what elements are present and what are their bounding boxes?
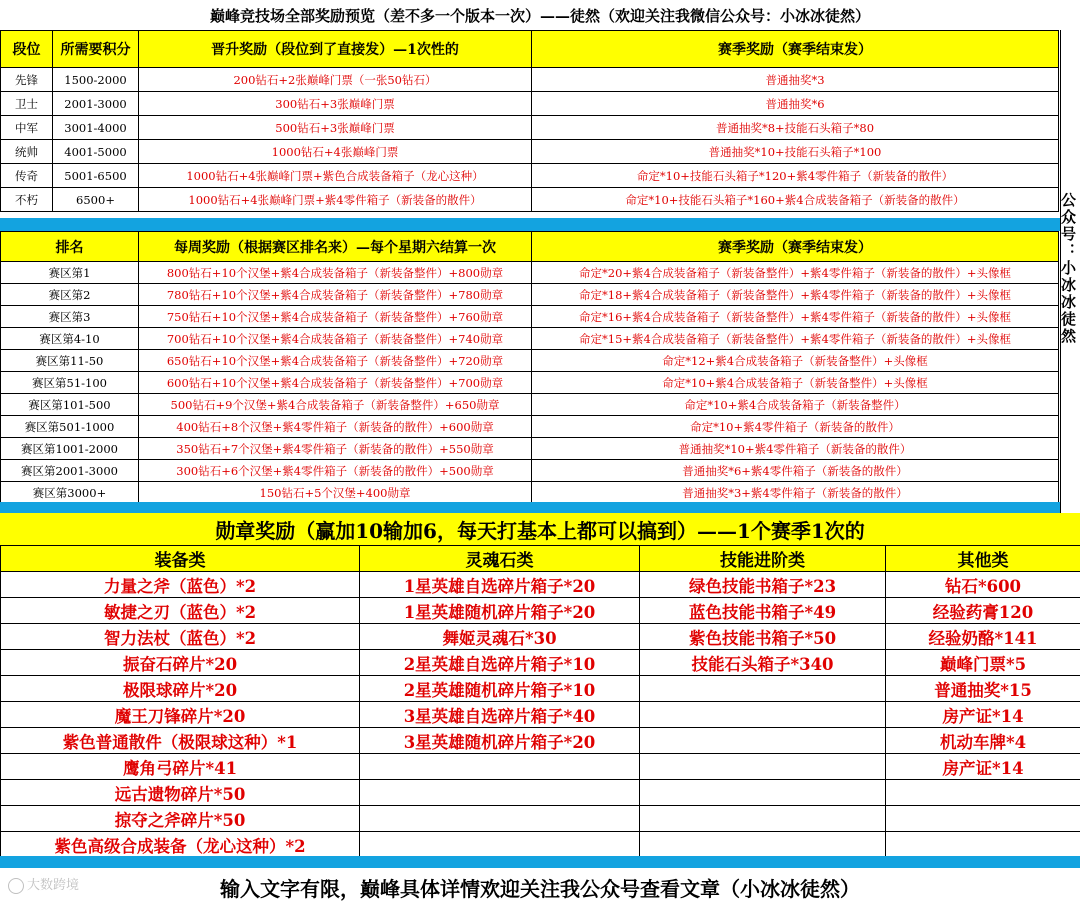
medal-rewards-table [0,545,1080,858]
table-cell: 赛区第101-500 [1,394,139,416]
table-cell: 2星英雄随机碎片箱子*10 [360,676,640,702]
column-header: 每周奖励（根据赛区排名来）—每个星期六结算一次 [139,232,532,262]
table-cell [360,754,640,780]
table-cell: 1000钻石+4张巅峰门票+紫4零件箱子（新装备的散件） [139,188,532,212]
page-title: 巅峰竞技场全部奖励预览（差不多一个版本一次）——徒然（欢迎关注我微信公众号：小冰冰徒然） [0,0,1080,30]
table-cell: 巅峰门票*5 [886,650,1080,676]
table-cell [640,676,886,702]
table-cell: 赛区第11-50 [1,350,139,372]
table-cell: 6500+ [53,188,139,212]
table-cell: 鹰角弓碎片*41 [1,754,360,780]
table-cell: 敏捷之刃（蓝色）*2 [1,598,360,624]
table-cell: 普通抽奖*3 [532,68,1059,92]
medal-table-header [1,546,1080,572]
table-cell: 700钻石+10个汉堡+紫4合成装备箱子（新装备整件）+740勋章 [139,328,532,350]
table-row [1,188,1059,212]
table-cell: 2星英雄自选碎片箱子*10 [360,650,640,676]
column-header: 晋升奖励（段位到了直接发）—1次性的 [139,31,532,68]
table-cell [640,754,886,780]
table-cell: 命定*15+紫4合成装备箱子（新装备整件）+紫4零件箱子（新装备的散件）+头像框 [532,328,1059,350]
table-cell: 命定*10+紫4合成装备箱子（新装备整件）+头像框 [532,372,1059,394]
column-header: 技能进阶类 [640,546,886,572]
watermark-logo-icon [8,878,24,894]
footer-text: 输入文字有限，巅峰具体详情欢迎关注我公众号查看文章（小冰冰徒然） [220,877,860,901]
table-cell [886,832,1080,858]
table-cell [640,806,886,832]
table-row [1,832,1080,858]
table-cell: 3001-4000 [53,116,139,140]
table-cell: 赛区第4-10 [1,328,139,350]
table-cell: 1星英雄随机碎片箱子*20 [360,598,640,624]
table-cell: 普通抽奖*10+技能石头箱子*100 [532,140,1059,164]
table-row [1,676,1080,702]
table-cell: 智力法杖（蓝色）*2 [1,624,360,650]
table-cell: 掠夺之斧碎片*50 [1,806,360,832]
table-cell [640,728,886,754]
table-row [1,116,1059,140]
table-cell: 房产证*14 [886,754,1080,780]
table-cell: 命定*12+紫4合成装备箱子（新装备整件）+头像框 [532,350,1059,372]
table-row [1,806,1080,832]
table-cell: 钻石*600 [886,572,1080,598]
table-row [1,328,1059,350]
table-cell: 750钻石+10个汉堡+紫4合成装备箱子（新装备整件）+760勋章 [139,306,532,328]
table-cell [886,780,1080,806]
table-row [1,598,1080,624]
table-cell: 1星英雄自选碎片箱子*20 [360,572,640,598]
table-row [1,482,1059,504]
table-cell: 650钻石+10个汉堡+紫4合成装备箱子（新装备整件）+720勋章 [139,350,532,372]
table-cell: 房产证*14 [886,702,1080,728]
table-cell: 150钻石+5个汉堡+400勋章 [139,482,532,504]
table-row [1,728,1080,754]
table-cell: 经验药膏120 [886,598,1080,624]
table-row [1,650,1080,676]
table-cell: 赛区第1 [1,262,139,284]
table-cell [360,832,640,858]
server-table-header [1,232,1059,262]
table-cell: 350钻石+7个汉堡+紫4零件箱子（新装备的散件）+550勋章 [139,438,532,460]
table-cell: 普通抽奖*6+紫4零件箱子（新装备的散件） [532,460,1059,482]
table-row [1,780,1080,806]
table-cell: 远古遗物碎片*50 [1,780,360,806]
table-cell: 振奋石碎片*20 [1,650,360,676]
side-wechat-text: 公众号：小冰冰徒然 [1059,191,1077,345]
table-cell: 紫色普通散件（极限球这种）*1 [1,728,360,754]
watermark [8,874,79,894]
table-cell: 3星英雄自选碎片箱子*40 [360,702,640,728]
table-cell: 机动车牌*4 [886,728,1080,754]
table-cell: 命定*18+紫4合成装备箱子（新装备整件）+紫4零件箱子（新装备的散件）+头像框 [532,284,1059,306]
table-cell: 普通抽奖*15 [886,676,1080,702]
medal-section-title: 勋章奖励（赢加10输加6，每天打基本上都可以搞到）——1个赛季1次的 [0,513,1080,545]
table-cell: 魔王刀锋碎片*20 [1,702,360,728]
table-cell: 普通抽奖*10+紫4零件箱子（新装备的散件） [532,438,1059,460]
table-row [1,350,1059,372]
table-row [1,394,1059,416]
table-cell: 统帅 [1,140,53,164]
table-row [1,416,1059,438]
divider-bar [0,856,1080,868]
table-cell: 中军 [1,116,53,140]
table-cell: 蓝色技能书箱子*49 [640,598,886,624]
table-row [1,372,1059,394]
table-cell: 紫色高级合成装备（龙心这种）*2 [1,832,360,858]
rank-table-header [1,31,1059,68]
table-cell: 先锋 [1,68,53,92]
table-cell: 赛区第51-100 [1,372,139,394]
table-cell: 1500-2000 [53,68,139,92]
table-cell: 1000钻石+4张巅峰门票+紫色合成装备箱子（龙心这种） [139,164,532,188]
column-header: 其他类 [886,546,1080,572]
table-cell [640,780,886,806]
table-cell: 780钻石+10个汉堡+紫4合成装备箱子（新装备整件）+780勋章 [139,284,532,306]
table-row [1,164,1059,188]
table-cell: 命定*10+紫4合成装备箱子（新装备整件） [532,394,1059,416]
table-cell [640,832,886,858]
table-cell: 传奇 [1,164,53,188]
table-cell: 赛区第2 [1,284,139,306]
table-cell: 2001-3000 [53,92,139,116]
table-cell: 4001-5000 [53,140,139,164]
divider-bar [0,502,1060,513]
divider-bar [0,218,1060,231]
table-row [1,702,1080,728]
table-cell: 普通抽奖*6 [532,92,1059,116]
table-row [1,68,1059,92]
column-header: 灵魂石类 [360,546,640,572]
table-cell: 赛区第501-1000 [1,416,139,438]
table-cell [360,780,640,806]
table-cell: 命定*20+紫4合成装备箱子（新装备整件）+紫4零件箱子（新装备的散件）+头像框 [532,262,1059,284]
table-cell: 赛区第2001-3000 [1,460,139,482]
table-cell: 紫色技能书箱子*50 [640,624,886,650]
table-cell: 200钻石+2张巅峰门票（一张50钻石） [139,68,532,92]
table-row [1,438,1059,460]
table-cell: 赛区第1001-2000 [1,438,139,460]
table-cell: 赛区第3 [1,306,139,328]
table-cell: 普通抽奖*8+技能石头箱子*80 [532,116,1059,140]
table-cell: 400钻石+8个汉堡+紫4零件箱子（新装备的散件）+600勋章 [139,416,532,438]
table-row [1,92,1059,116]
table-cell: 5001-6500 [53,164,139,188]
column-header: 所需要积分 [53,31,139,68]
table-cell: 绿色技能书箱子*23 [640,572,886,598]
column-header: 段位 [1,31,53,68]
table-cell: 普通抽奖*3+紫4零件箱子（新装备的散件） [532,482,1059,504]
table-cell: 命定*10+技能石头箱子*160+紫4合成装备箱子（新装备的散件） [532,188,1059,212]
server-rank-rewards-table [0,231,1059,504]
column-header: 排名 [1,232,139,262]
table-cell: 经验奶酪*141 [886,624,1080,650]
table-cell: 3星英雄随机碎片箱子*20 [360,728,640,754]
table-row [1,140,1059,164]
table-row [1,284,1059,306]
table-row [1,460,1059,482]
table-row [1,624,1080,650]
table-row [1,306,1059,328]
table-cell: 赛区第3000+ [1,482,139,504]
column-header: 赛季奖励（赛季结束发） [532,232,1059,262]
table-cell: 命定*10+技能石头箱子*120+紫4零件箱子（新装备的散件） [532,164,1059,188]
table-cell: 力量之斧（蓝色）*2 [1,572,360,598]
column-header: 赛季奖励（赛季结束发） [532,31,1059,68]
column-header: 装备类 [1,546,360,572]
table-cell: 800钻石+10个汉堡+紫4合成装备箱子（新装备整件）+800勋章 [139,262,532,284]
table-row [1,754,1080,780]
table-row [1,572,1080,598]
table-cell: 300钻石+3张巅峰门票 [139,92,532,116]
table-cell: 命定*10+紫4零件箱子（新装备的散件） [532,416,1059,438]
table-cell: 极限球碎片*20 [1,676,360,702]
watermark-text: 大数跨境 [27,878,80,893]
table-cell: 命定*16+紫4合成装备箱子（新装备整件）+紫4零件箱子（新装备的散件）+头像框 [532,306,1059,328]
table-cell: 1000钻石+4张巅峰门票 [139,140,532,164]
table-cell [886,806,1080,832]
rank-rewards-table [0,30,1059,212]
table-cell: 舞姬灵魂石*30 [360,624,640,650]
table-cell: 600钻石+10个汉堡+紫4合成装备箱子（新装备整件）+700勋章 [139,372,532,394]
table-cell: 不朽 [1,188,53,212]
table-row [1,262,1059,284]
table-cell: 卫士 [1,92,53,116]
table-cell [640,702,886,728]
table-cell [360,806,640,832]
table-cell: 500钻石+9个汉堡+紫4合成装备箱子（新装备整件）+650勋章 [139,394,532,416]
table-cell: 500钻石+3张巅峰门票 [139,116,532,140]
table-cell: 技能石头箱子*340 [640,650,886,676]
table-cell: 300钻石+6个汉堡+紫4零件箱子（新装备的散件）+500勋章 [139,460,532,482]
